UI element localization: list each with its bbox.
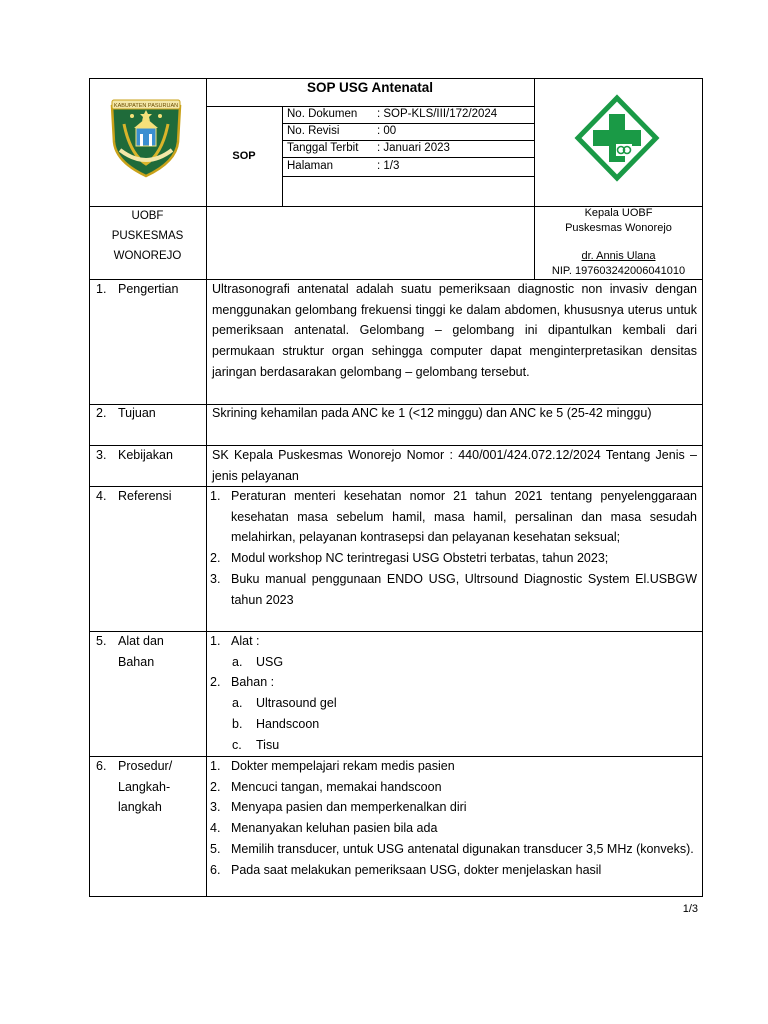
list-item: [212, 797, 697, 818]
list-text: Menanyakan keluhan pasien bila ada: [231, 821, 438, 836]
section-title-line: Langkah-: [118, 779, 171, 794]
list-text: Pada saat melakukan pemeriksaan USG, dokter menjelaskan hasil: [231, 862, 602, 877]
section-title: Pengertian: [118, 282, 179, 296]
list-number: 2.: [210, 779, 221, 794]
meta-key: No. Dokumen: [287, 108, 358, 120]
section-number: 2.: [96, 406, 107, 420]
list-item: [212, 548, 697, 569]
section-title-line: Prosedur/: [118, 759, 173, 773]
section-number: 3.: [96, 448, 107, 462]
signer-block: [534, 206, 703, 278]
sub-list-item: [212, 693, 697, 714]
section-content-tujuan: Skrining kehamilan pada ANC ke 1 (<12 minggu) dan ANC ke 5 (25-42 minggu): [212, 406, 652, 420]
signer-nip: NIP. 197603242006041010: [551, 264, 686, 277]
section-content-prosedur: [212, 756, 697, 896]
list-item: [212, 672, 697, 693]
section-content-kebijakan: SK Kepala Puskesmas Wonorejo Nomor : 440/001/424.072.12/2024 Tentang Jenis – jenis pelayanan: [212, 448, 697, 483]
list-number: 2.: [210, 675, 221, 690]
list-item: [212, 756, 697, 777]
section-content-referensi: [212, 486, 697, 610]
header-divider: [282, 176, 534, 177]
list-text: Dokter mempelajari rekam medis pasien: [231, 759, 455, 773]
list-number: 2.: [210, 551, 221, 566]
list-text: Menyapa pasien dan memperkenalkan diri: [231, 800, 467, 815]
list-item: [212, 569, 697, 610]
list-item: [212, 860, 697, 881]
meta-key: Halaman: [287, 160, 334, 172]
sub-list-letter: a.: [232, 696, 243, 711]
list-text: Memilih transducer, untuk USG antenatal digunakan transducer 3,5 MHz (konveks).: [231, 841, 694, 856]
section-label-kebijakan: [96, 445, 173, 466]
sub-list-item: [212, 735, 697, 756]
section-title: Referensi: [118, 489, 172, 503]
section-label-pengertian: [96, 279, 178, 300]
section-number: 5.: [96, 634, 107, 648]
sop-label: SOP: [232, 150, 256, 162]
list-text: Alat :: [231, 634, 260, 648]
sub-list-letter: c.: [232, 737, 242, 752]
sub-list-letter: a.: [232, 654, 243, 669]
header-divider: [282, 106, 283, 206]
signer-name: dr. Annis Ulana: [581, 250, 656, 262]
list-text: Peraturan menteri kesehatan nomor 21 tahun 2021 tentang penyelenggaraan kesehatan masa sebelum hamil, masa hamil, persalinan dan masa sesudah melahirkan, pelayanan kontrasepsi dan pelayanan kesehatan seksual;: [231, 489, 697, 545]
list-item: [212, 839, 697, 860]
puskesmas-cross-logo-icon: [576, 96, 658, 180]
list-number: 5.: [210, 841, 221, 856]
list-text: Buku manual penggunaan ENDO USG, Ultrsound Diagnostic System El.USBGW tahun 2023: [231, 571, 697, 607]
document-title: SOP USG Antenatal: [306, 80, 434, 95]
list-number: 6.: [210, 862, 221, 877]
meta-value: : Januari 2023: [377, 142, 450, 154]
emblem-text: KABUPATEN PASURUAN: [113, 103, 179, 109]
list-number: 1.: [210, 489, 221, 503]
section-title-line: Alat dan: [118, 634, 164, 648]
list-number: 1.: [210, 759, 221, 773]
section-title-line: langkah: [118, 800, 162, 815]
meta-value: : 00: [377, 125, 397, 137]
section-label-alat-bahan: [96, 631, 164, 672]
org-line: UOBF: [131, 210, 164, 222]
signer-unit: Puskesmas Wonorejo: [565, 221, 672, 234]
section-label-prosedur: [96, 756, 172, 818]
list-item: [212, 818, 697, 839]
section-content-alat-bahan: [212, 631, 697, 755]
table-divider: [206, 280, 207, 897]
section-title: Kebijakan: [118, 448, 173, 462]
section-title: Tujuan: [118, 406, 156, 420]
meta-key: Tanggal Terbit: [287, 142, 359, 154]
sub-list-text: Ultrasound gel: [256, 696, 337, 711]
section-content-pengertian: Ultrasonografi antenatal adalah suatu pemeriksaan diagnostic non invasiv dengan menggunakan gelombang frekuensi tinggi ke dalam abdomen, khususnya uterus untuk pemeriksaan antenatal. Gelombang – gelombang ini dipantulkan kembali dari permukaan struktur organ sehingga computer dapat menginterpretasikan densitas jaringan berdasarakan gelombang – gelombang tersebut.: [212, 282, 697, 379]
section-title-line: Bahan: [118, 654, 155, 669]
section-number: 1.: [96, 282, 107, 296]
list-item: [212, 486, 697, 548]
meta-key: No. Revisi: [287, 125, 340, 137]
list-text: Mencuci tangan, memakai handscoon: [231, 779, 442, 794]
signer-title: Kepala UOBF: [584, 207, 653, 219]
section-number: 6.: [96, 759, 107, 773]
org-line: WONOREJO: [113, 250, 182, 262]
sub-list-text: Handscoon: [256, 716, 320, 731]
meta-value: : SOP-KLS/III/172/2024: [377, 108, 498, 120]
list-number: 3.: [210, 800, 221, 815]
list-item: [212, 777, 697, 798]
section-label-referensi: [96, 486, 172, 507]
list-text: Bahan :: [231, 675, 275, 690]
list-number: 1.: [210, 634, 221, 648]
section-number: 4.: [96, 489, 107, 503]
page-number: 1/3: [682, 903, 698, 915]
kabupaten-pasuruan-emblem-icon: [106, 94, 186, 180]
list-number: 4.: [210, 821, 221, 836]
list-item: [212, 631, 697, 652]
sub-list-letter: b.: [232, 716, 243, 731]
org-line: PUSKESMAS: [111, 230, 184, 242]
section-label-tujuan: [96, 403, 156, 424]
sub-list-item: [212, 652, 697, 673]
list-text: Modul workshop NC terintregasi USG Obstetri terbatas, tahun 2023;: [231, 551, 609, 566]
list-number: 3.: [210, 571, 221, 586]
sub-list-item: [212, 714, 697, 735]
sub-list-text: Tisu: [256, 737, 280, 752]
organization-name: [89, 206, 206, 266]
meta-value: : 1/3: [377, 160, 400, 172]
sub-list-text: USG: [256, 654, 284, 669]
